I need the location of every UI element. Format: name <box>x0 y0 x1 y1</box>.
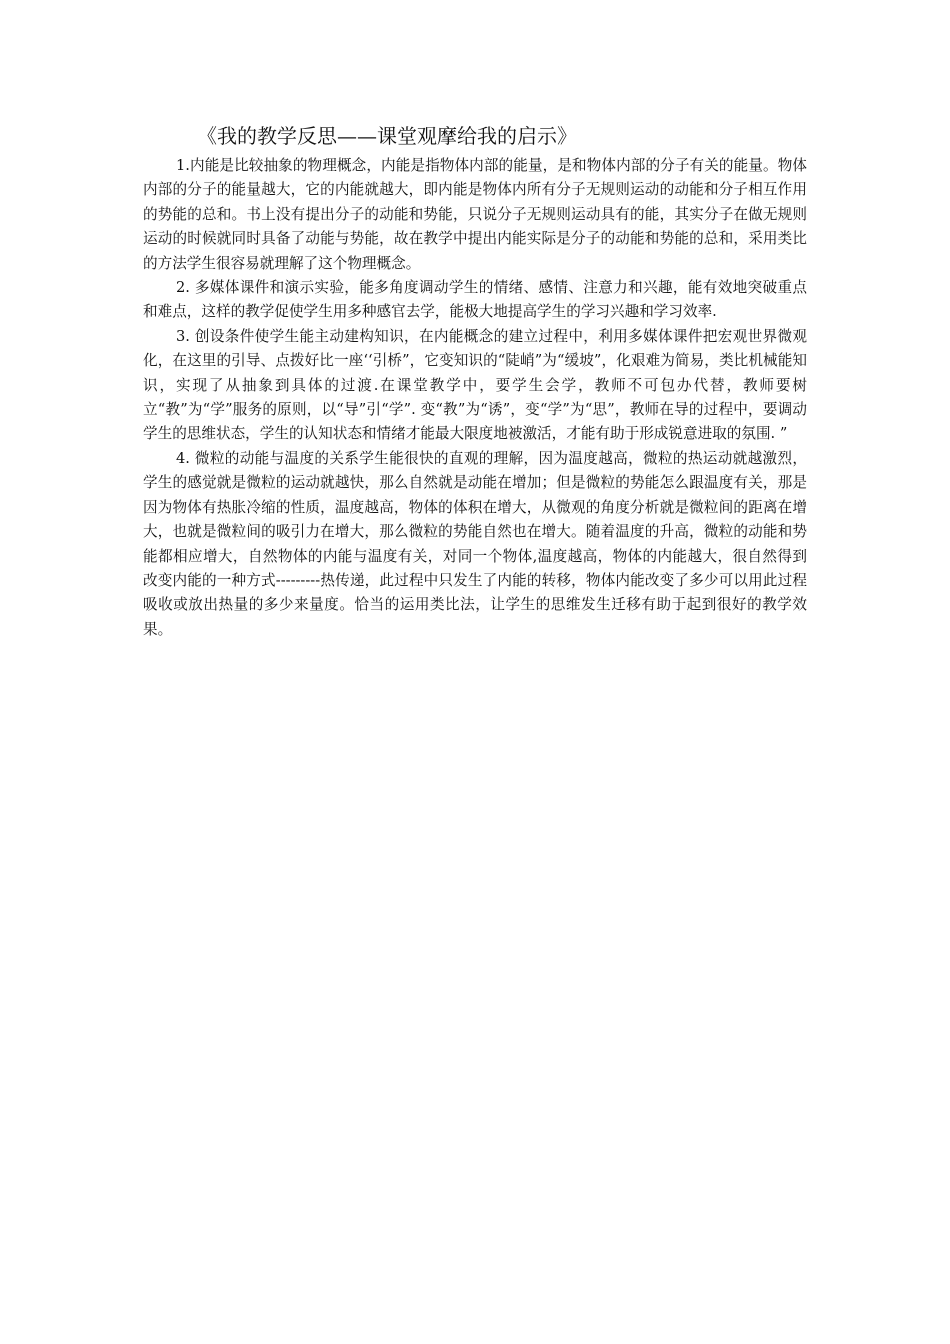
paragraph-1: 1.内能是比较抽象的物理概念，内能是指物体内部的能量，是和物体内部的分子有关的能量。物体内部的分子的能量越大，它的内能就越大，即内能是物体内所有分子无规则运动的动能和分子相互作用的势能的总和。书上没有提出分子的动能和势能，只说分子无规则运动具有的能，其实分子在做无规则运动的时候就同时具备了动能与势能，故在教学中提出内能实际是分子的动能和势能的总和，采用类比的方法学生很容易就理解了这个物理概念。 <box>143 157 807 272</box>
paragraph-4: 4. 微粒的动能与温度的关系学生能很快的直观的理解，因为温度越高，微粒的热运动就越激烈，学生的感觉就是微粒的运动就越快，那么自然就是动能在增加；但是微粒的势能怎么跟温度有关，那是因为物体有热胀冷缩的性质，温度越高，物体的体积在增大，从微观的角度分析就是微粒间的距离在增大，也就是微粒间的吸引力在增大，那么微粒的势能自然也在增大。随着温度的升高，微粒的动能和势能都相应增大，自然物体的内能与温度有关，对同一个物体,温度越高，物体的内能越大，很自然得到 改变内能的一种方式---------热传递，此过程中只发生了内能的转移，物体内能改变了多少可以用此过程吸收或放出热量的多少来量度。恰当的运用类比法，让学生的思维发生迁移有助于起到很好的教学效果。 <box>143 449 807 638</box>
paragraph-2: 2. 多媒体课件和演示实验，能多角度调动学生的情绪、感情、注意力和兴趣，能有效地突破重点和难点，这样的教学促使学生用多种感官去学，能极大地提高学生的学习兴趣和学习效率. <box>143 279 807 321</box>
document-body <box>143 118 807 642</box>
paragraph-3: 3. 创设条件使学生能主动建构知识，在内能概念的建立过程中，利用多媒体课件把宏观世界微观化，在这里的引导、点拨好比一座‘‘引桥”，它变知识的“陡峭”为“缓坡”，化艰难为简易，类比机械能知识，实现了从抽象到具体的过渡.在课堂教学中，要学生会学，教师不可包办代替，教师要树立“教”为“学”服务的原则，以“导”引“学”. 变“教”为“诱”，变“学”为“思”，教师在导的过程中，要调动学生的思维状态，学生的认知状态和情绪才能最大限度地被激活，才能有助于形成锐意进取的氛围. ” <box>143 327 807 443</box>
document-title: 《我的教学反思——课堂观摩给我的启示》 <box>197 124 577 148</box>
